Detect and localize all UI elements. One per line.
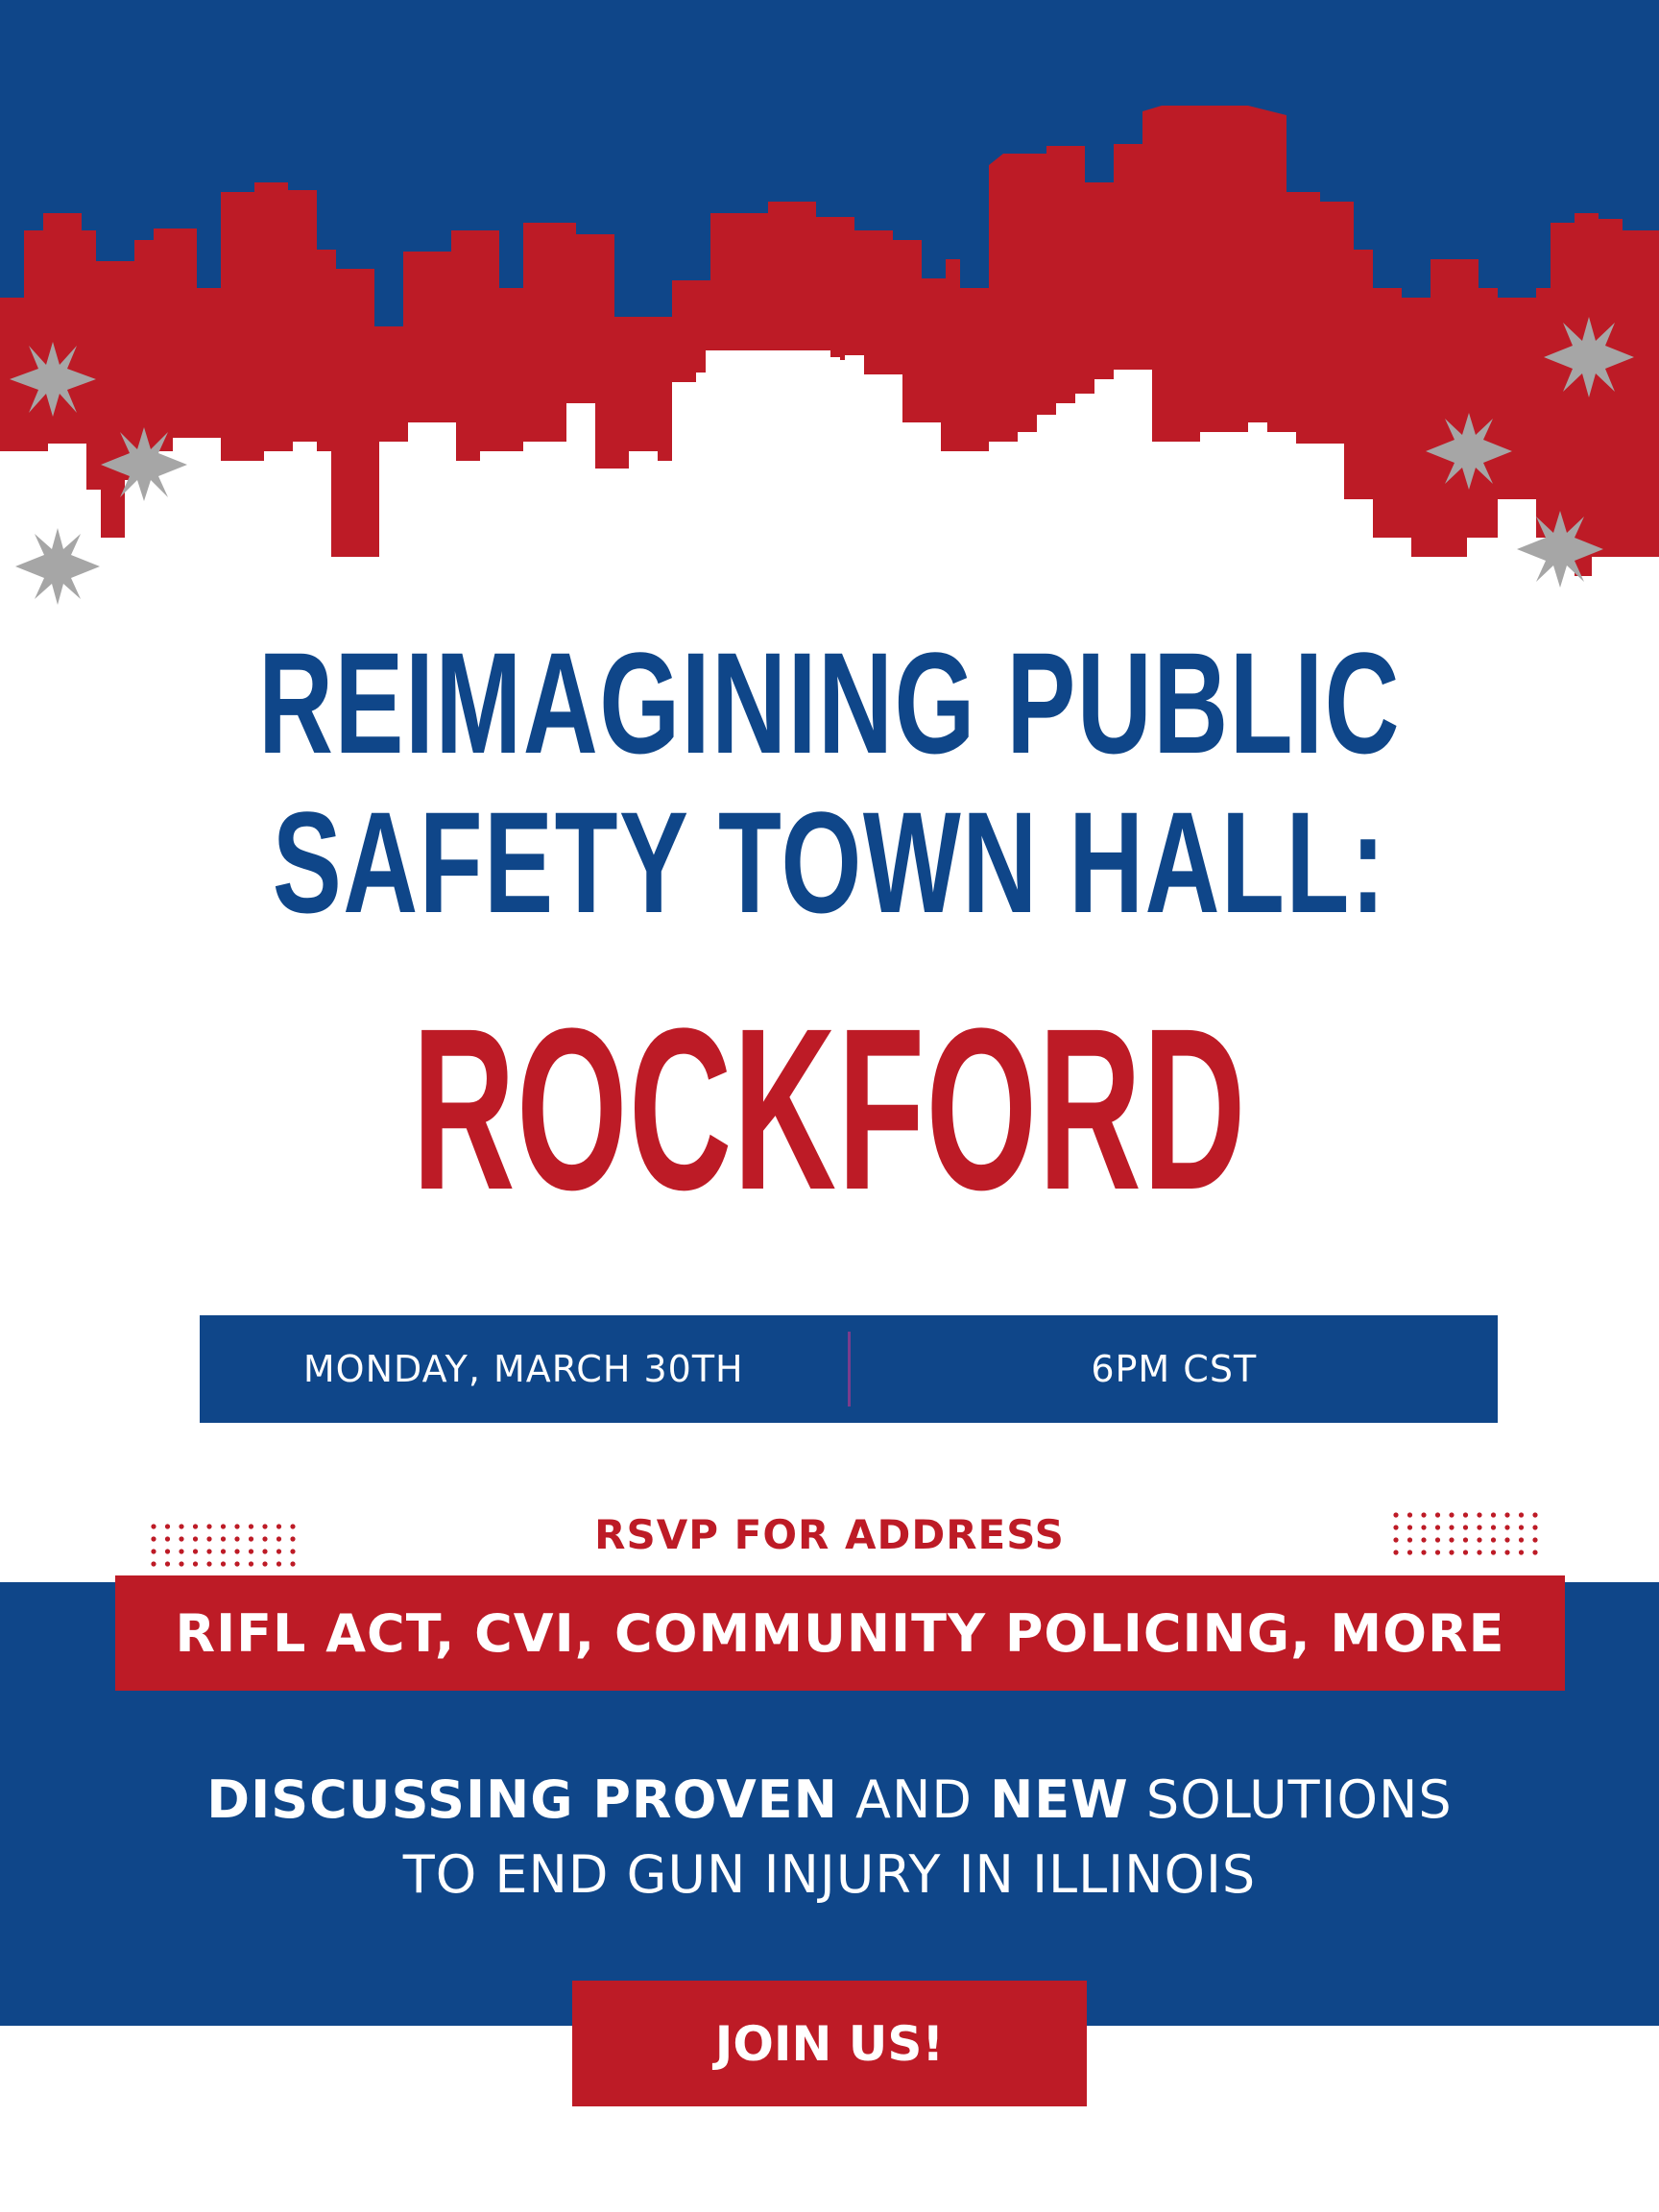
rsvp-note: RSVP FOR ADDRESS xyxy=(594,1511,1065,1558)
dot xyxy=(290,1561,295,1566)
join-us-label: JOIN US! xyxy=(714,2015,945,2072)
city-heading: ROCKFORD xyxy=(412,980,1247,1238)
dot xyxy=(151,1561,156,1566)
title-line-1: REIMAGINING PUBLIC xyxy=(258,622,1401,783)
city-skyline xyxy=(0,0,1659,672)
join-us-button[interactable] xyxy=(572,1981,1087,2106)
event-date: MONDAY, MARCH 30TH xyxy=(302,1348,744,1390)
date-time-bar xyxy=(200,1315,1498,1423)
event-time: 6PM CST xyxy=(1091,1348,1258,1390)
dot xyxy=(234,1561,239,1566)
dot xyxy=(165,1561,170,1566)
dot xyxy=(276,1561,281,1566)
dot xyxy=(206,1561,211,1566)
dot xyxy=(193,1561,198,1566)
description-line-2: TO END GUN INJURY IN ILLINOIS xyxy=(402,1844,1257,1905)
dot xyxy=(179,1561,183,1566)
dot xyxy=(221,1561,226,1566)
dot xyxy=(249,1561,253,1566)
desc-plain-1: AND xyxy=(837,1769,991,1830)
desc-plain-2: SOLUTIONS xyxy=(1128,1769,1453,1830)
title-line-2: SAFETY TOWN HALL: xyxy=(272,781,1387,943)
dot xyxy=(262,1561,267,1566)
topics-text: RIFL ACT, CVI, COMMUNITY POLICING, MORE xyxy=(175,1602,1505,1664)
topics-banner xyxy=(115,1575,1565,1691)
desc-emphasis-1: DISCUSSING PROVEN xyxy=(206,1769,838,1830)
desc-emphasis-2: NEW xyxy=(990,1769,1129,1830)
description xyxy=(0,1763,1659,1912)
description-line-1 xyxy=(0,1763,1659,1838)
